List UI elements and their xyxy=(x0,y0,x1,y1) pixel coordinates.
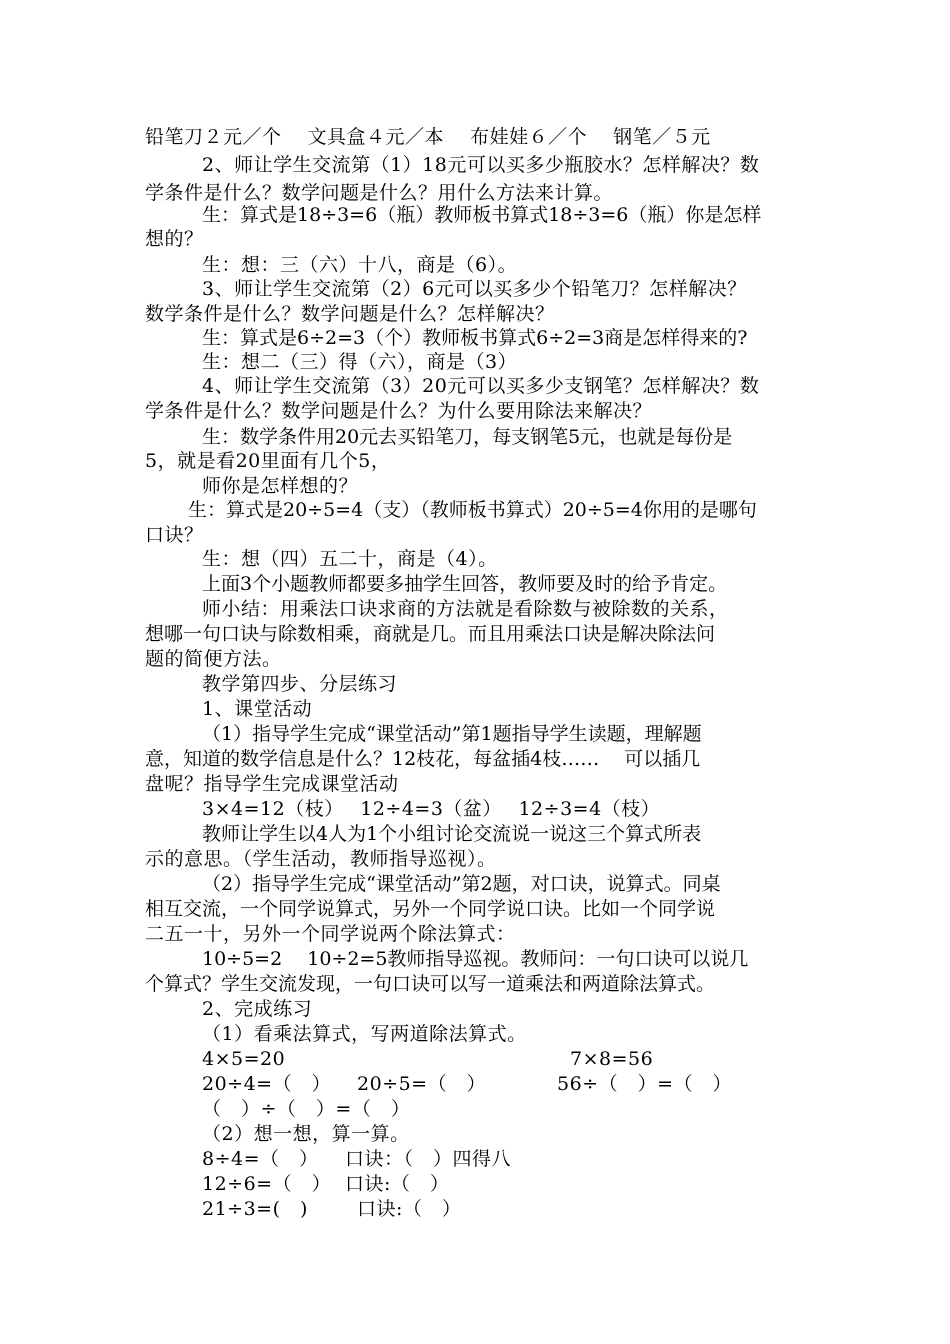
text-line: 2、师让学生交流第（1）18元可以买多少瓶胶水？怎样解决？数 xyxy=(202,154,760,176)
exercise-blank: （ ）÷（ ）=（ ） xyxy=(202,1098,411,1120)
text-line: 生：算式是20÷5=4（支）（教师板书算式）20÷5=4你用的是哪句 xyxy=(188,499,757,521)
exercise-blank: 21÷3=( ) xyxy=(202,1198,308,1220)
text-line: 学条件是什么？数学问题是什么？为什么要用除法来解决？ xyxy=(145,400,653,422)
text-line: 生：想：三（六）十八，商是（6）。 xyxy=(202,254,518,276)
text-line: 想哪一句口诀与除数相乘，商就是几。而且用乘法口诀是解决除法问 xyxy=(145,623,716,645)
exercise-blank: 8÷4=（ ） xyxy=(202,1148,319,1170)
text-line: 盘呢？指导学生完成课堂活动 xyxy=(145,773,399,795)
text-line: 10÷5=2 10÷2=5教师指导巡视。教师问：一句口诀可以说几 xyxy=(202,948,749,970)
exercise-instruction: （1）看乘法算式，写两道除法算式。 xyxy=(202,1023,527,1045)
text-line: 教师让学生以4人为1个小组讨论交流说一说这三个算式所表 xyxy=(202,823,702,845)
text-line: 5，就是看20里面有几个5， xyxy=(145,450,391,472)
subsection-heading: 1、课堂活动 xyxy=(202,698,313,720)
text-line: 意，知道的数学信息是什么？12枝花，每盆插4枝…… 可以插几 xyxy=(145,748,701,770)
text-line: 生：数学条件用20元去买铅笔刀，每支钢笔5元，也就是每份是 xyxy=(202,426,733,448)
mnemonic-blank: 口诀:（ ） xyxy=(357,1198,462,1220)
exercise-blank: 56÷（ ）=（ ） xyxy=(557,1073,733,1095)
text-line: 师小结：用乘法口诀求商的方法就是看除数与被除数的关系， xyxy=(202,598,729,620)
text-line: 口诀？ xyxy=(145,524,204,546)
text-line: 3、师让学生交流第（2）6元可以买多少个铅笔刀？怎样解决？ xyxy=(202,278,747,300)
subsection-heading: 2、完成练习 xyxy=(202,998,313,1020)
equation: 7×8=56 xyxy=(570,1048,654,1070)
text-line: 个算式？学生交流发现，一句口诀可以写一道乘法和两道除法算式。 xyxy=(145,973,716,995)
text-line: 生：想（四）五二十，商是（4）。 xyxy=(202,548,498,570)
text-line: 相互交流，一个同学说算式，另外一个同学说口诀。比如一个同学说 xyxy=(145,898,716,920)
text-line: 题的简便方法。 xyxy=(145,648,282,670)
text-line: 示的意思。（学生活动，教师指导巡视）。 xyxy=(145,848,497,870)
text-line: 学条件是什么？数学问题是什么？用什么方法来计算。 xyxy=(145,182,614,204)
price-list-line: 铅笔刀２元／个 文具盒４元／本 布娃娃６／个 钢笔／５元 xyxy=(145,126,711,148)
equation: 4×5=20 xyxy=(202,1048,286,1070)
text-line: 4、师让学生交流第（3）20元可以买多少支钢笔？怎样解决？数 xyxy=(202,375,760,397)
mnemonic-blank: 口诀:（ ） xyxy=(345,1173,450,1195)
exercise-instruction: （2）想一想，算一算。 xyxy=(202,1123,410,1145)
text-line: （1）指导学生完成“课堂活动”第1题指导学生读题，理解题 xyxy=(202,723,702,745)
text-line: 师你是怎样想的？ xyxy=(202,475,359,497)
mnemonic-blank: 口诀：（ ）四得八 xyxy=(345,1148,512,1170)
exercise-blank: 20÷5=（ ） xyxy=(357,1073,487,1095)
text-line: 生：算式是18÷3=6（瓶）教师板书算式18÷3=6（瓶）你是怎样 xyxy=(202,204,762,226)
text-line: 想的？ xyxy=(145,228,204,250)
exercise-blank: 12÷6=（ ） xyxy=(202,1173,332,1195)
equation-line: 3×4=12（枝） 12÷4=3（盆） 12÷3=4（枝） xyxy=(202,798,661,820)
exercise-blank: 20÷4=（ ） xyxy=(202,1073,332,1095)
text-line: 上面3个小题教师都要多抽学生回答，教师要及时的给予肯定。 xyxy=(202,573,728,595)
text-line: 生：想二（三）得（六），商是（3） xyxy=(202,351,518,373)
text-line: 数学条件是什么？数学问题是什么？怎样解决？ xyxy=(145,303,555,325)
text-line: 二五一十，另外一个同学说两个除法算式： xyxy=(145,923,516,945)
text-line: （2）指导学生完成“课堂活动”第2题，对口诀，说算式。同桌 xyxy=(202,873,721,895)
section-heading: 教学第四步、分层练习 xyxy=(202,673,398,695)
text-line: 生：算式是6÷2=3（个）教师板书算式6÷2=3商是怎样得来的? xyxy=(202,327,748,349)
